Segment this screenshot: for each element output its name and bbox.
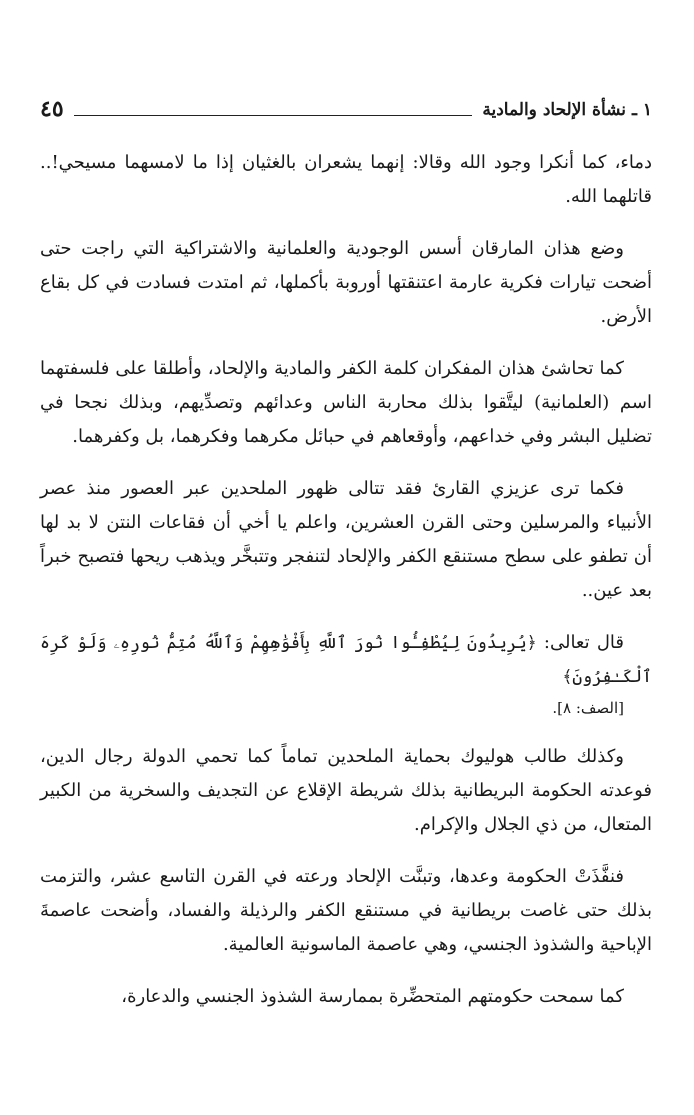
paragraph-1: دماء، كما أنكرا وجود الله وقالا: إنهما يشعران بالغثيان إذا ما لامسهما مسيحي!.. قاتلهما الله.: [40, 152, 652, 207]
quran-reference: [الصف: ٨].: [552, 699, 624, 717]
paragraph-2: وضع هذان المارقان أسس الوجودية والعلمانية والاشتراكية التي راجت حتى أضحت تيارات فكرية عارمة اعتنقتها أوروبة بأكملها، ثم امتدت فسادت في كل بقاع الأرض.: [40, 238, 652, 327]
body-text: [40, 146, 652, 1032]
chapter-title: ١ ـ نشأة الإلحاد والمادية: [482, 100, 652, 120]
paragraph-7: كما سمحت حكومتهم المتحضِّرة بممارسة الشذوذ الجنسي والدعارة،: [121, 986, 624, 1007]
paragraph-6: فنفَّذَتْ الحكومة وعدها، وتبنَّت الإلحاد ورعته في القرن التاسع عشر، والتزمت بذلك حتى غاصت بريطانية في مستنقع الكفر والرذيلة والفساد، وأضحت عاصمةَ الإباحية والشذوذ الجنسي، وهي عاصمة الماسونية العالمية.: [40, 866, 652, 955]
quran-intro: قال تعالى:: [536, 632, 624, 653]
paragraph-3: كما تحاشئ هذان المفكران كلمة الكفر والمادية والإلحاد، وأطلقا على فلسفتهما اسم (العلمانية) ليتَّقوا بذلك محاربة الناس وعدائهم وتصدِّيهم، وبذلك نجحا في تضليل البشر وفي خداعهم، وأوقعاهم في حبائل مكرهما وفكرهما، بل وكفرهما.: [40, 358, 652, 447]
paragraph-5: وكذلك طالب هوليوك بحماية الملحدين تماماً كما تحمي الدولة رجال الدين، فوعدته الحكومة البريطانية بذلك شريطة الإقلاع عن التجديف والسخرية من الكبير المتعال، من ذي الجلال والإكرام.: [40, 746, 652, 835]
quran-quote: [40, 626, 652, 722]
header-rule: [74, 115, 473, 116]
page-number: ٤٥: [40, 96, 64, 122]
running-header: [40, 92, 652, 122]
quran-verse: ﴿يُرِيدُونَ لِيُطْفِـُٔوا نُورَ ٱللَّهِ بِأَفْوَٰهِهِمْ وَٱللَّهُ مُتِمُّ نُورِهِۦ وَلَوْ كَرِهَ ٱلْكَـٰفِرُونَ﴾: [40, 633, 652, 687]
paragraph-4: فكما ترى عزيزي القارئ فقد تتالى ظهور الملحدين عبر العصور منذ عصر الأنبياء والمرسلين وحتى القرن العشرين، واعلم يا أخي أن فقاعات النتن لا بد لها أن تطفو على سطح مستنقع الكفر والإلحاد لتنفجر وتتبخَّر ويذهب ريحها فتصبح خبراً بعد عين..: [40, 478, 652, 601]
